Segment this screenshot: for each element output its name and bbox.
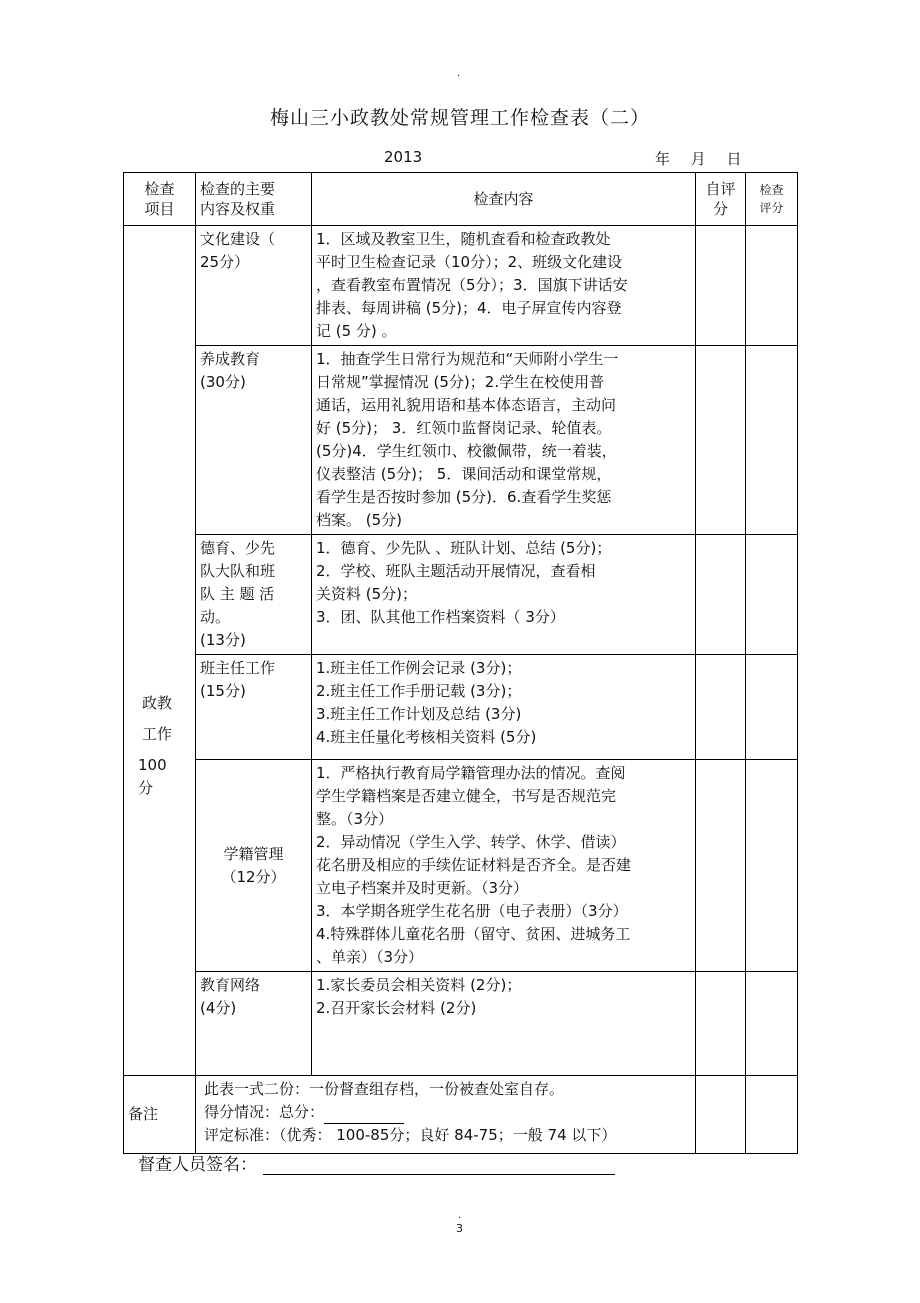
total-score-blank[interactable]	[324, 1107, 404, 1124]
header-main: 检查的主要 内容及权重	[196, 173, 312, 226]
check-score-cell[interactable]	[746, 1076, 798, 1154]
row-content: 1.班主任工作例会记录 (3分)； 2.班主任工作手册记载 (3分)； 3.班主任工作计划及总结 (3分) 4.班主任量化考核相关资料 (5分)	[312, 655, 696, 760]
category-line: 工作	[142, 724, 173, 743]
category-cell	[124, 226, 196, 1076]
table-row	[124, 535, 798, 655]
header-item: 检查 项目	[124, 173, 196, 226]
self-score-cell[interactable]	[696, 346, 746, 535]
row-content: 1．区域及教室卫生，随机查看和检查政教处 平时卫生检查记录（10分）；2、班级文化建设 ，查看教室布置情况（5分）；3．国旗下讲话安 排表、每周讲稿 (5分)；4．电子屏宣传内容登 记 (5 分) 。	[312, 226, 696, 346]
category-line: 政教	[142, 693, 173, 712]
notes-label: 备注	[124, 1076, 196, 1154]
category-line: 100	[138, 755, 167, 774]
category-line: 分	[138, 778, 154, 797]
notes-content	[196, 1076, 696, 1154]
notes-line	[200, 1101, 691, 1124]
top-mark: .	[457, 68, 461, 79]
self-score-cell[interactable]	[696, 535, 746, 655]
inspection-table	[123, 172, 798, 1154]
header-content: 检查内容	[312, 173, 696, 226]
row-main: 德育、少先 队大队和班 队 主 题 活 动。 (13分)	[196, 535, 312, 655]
self-score-cell[interactable]	[696, 972, 746, 1076]
table-row	[124, 346, 798, 535]
notes-line: 评定标准：（优秀： 100-85分；良好 84-75；一般 74 以下）	[204, 1126, 617, 1144]
signature-label: 督查人员签名：	[138, 1155, 257, 1175]
table-row	[124, 760, 798, 972]
self-score-cell[interactable]	[696, 226, 746, 346]
row-main: 学籍管理 （12分）	[196, 760, 312, 972]
row-content: 1.家长委员会相关资料 (2分)； 2.召开家长会材料 (2分)	[312, 972, 696, 1076]
check-score-cell[interactable]	[746, 346, 798, 535]
table-row	[124, 226, 798, 346]
signature-line[interactable]	[263, 1156, 615, 1175]
bottom-mark: .	[458, 1210, 462, 1221]
date-labels: 年 月 日	[655, 150, 742, 168]
row-main: 养成教育 (30分)	[196, 346, 312, 535]
check-score-cell[interactable]	[746, 655, 798, 760]
check-score-cell[interactable]	[746, 972, 798, 1076]
notes-row	[124, 1076, 798, 1154]
row-main: 文化建设（ 25分）	[196, 226, 312, 346]
check-score-cell[interactable]	[746, 226, 798, 346]
row-content: 1．严格执行教育局学籍管理办法的情况。查阅 学生学籍档案是否建立健全，书写是否规范完 整。（3分） 2．异动情况（学生入学、转学、休学、借读） 花名册及相应的手续佐证材料是否齐全。是否建 立电子档案并及时更新。（3分） 3．本学期各班学生花名册（电子表册）（3分） 4.特殊群体儿童花名册（留守、贫困、进城务工 、单亲）（3分）	[312, 760, 696, 972]
check-score-cell[interactable]	[746, 535, 798, 655]
header-row	[124, 173, 798, 226]
row-content: 1．德育、少先队 、班队计划、总结 (5分)； 2．学校、班队主题活动开展情况，查看相 关资料 (5分)； 3．团、队其他工作档案资料（ 3分）	[312, 535, 696, 655]
check-score-cell[interactable]	[746, 760, 798, 972]
header-self-score: 自评 分	[696, 173, 746, 226]
header-check-score: 检查 评分	[746, 173, 798, 226]
row-content: 1．抽查学生日常行为规范和“天师附小学生一 日常规”掌握情况 (5分)；2.学生在校使用普 通话，运用礼貌用语和基本体态语言，主动问 好 (5分)； 3．红领巾监督岗记录、轮值表。 (5分)4．学生红领巾、校徽佩带，统一着装， 仪表整洁 (5分)； 5．课间活动和课堂常规， 看学生是否按时参加 (5分)．6.查看学生奖惩 档案。 (5分)	[312, 346, 696, 535]
row-main: 班主任工作 (15分)	[196, 655, 312, 760]
page-title: 梅山三小政教处常规管理工作检查表（二）	[269, 107, 650, 129]
notes-line: 此表一式二份：一份督查组存档，一份被查处室自存。	[204, 1080, 565, 1098]
signature-area	[138, 1150, 615, 1175]
row-main: 教育网络 (4分)	[196, 972, 312, 1076]
table-row	[124, 655, 798, 760]
total-score-label: 得分情况：总分：	[204, 1103, 325, 1121]
table-row	[124, 972, 798, 1076]
self-score-cell[interactable]	[696, 655, 746, 760]
self-score-cell[interactable]	[696, 1076, 746, 1154]
year-field: 2013	[384, 148, 423, 166]
page-number: 3	[456, 1222, 463, 1235]
self-score-cell[interactable]	[696, 760, 746, 972]
